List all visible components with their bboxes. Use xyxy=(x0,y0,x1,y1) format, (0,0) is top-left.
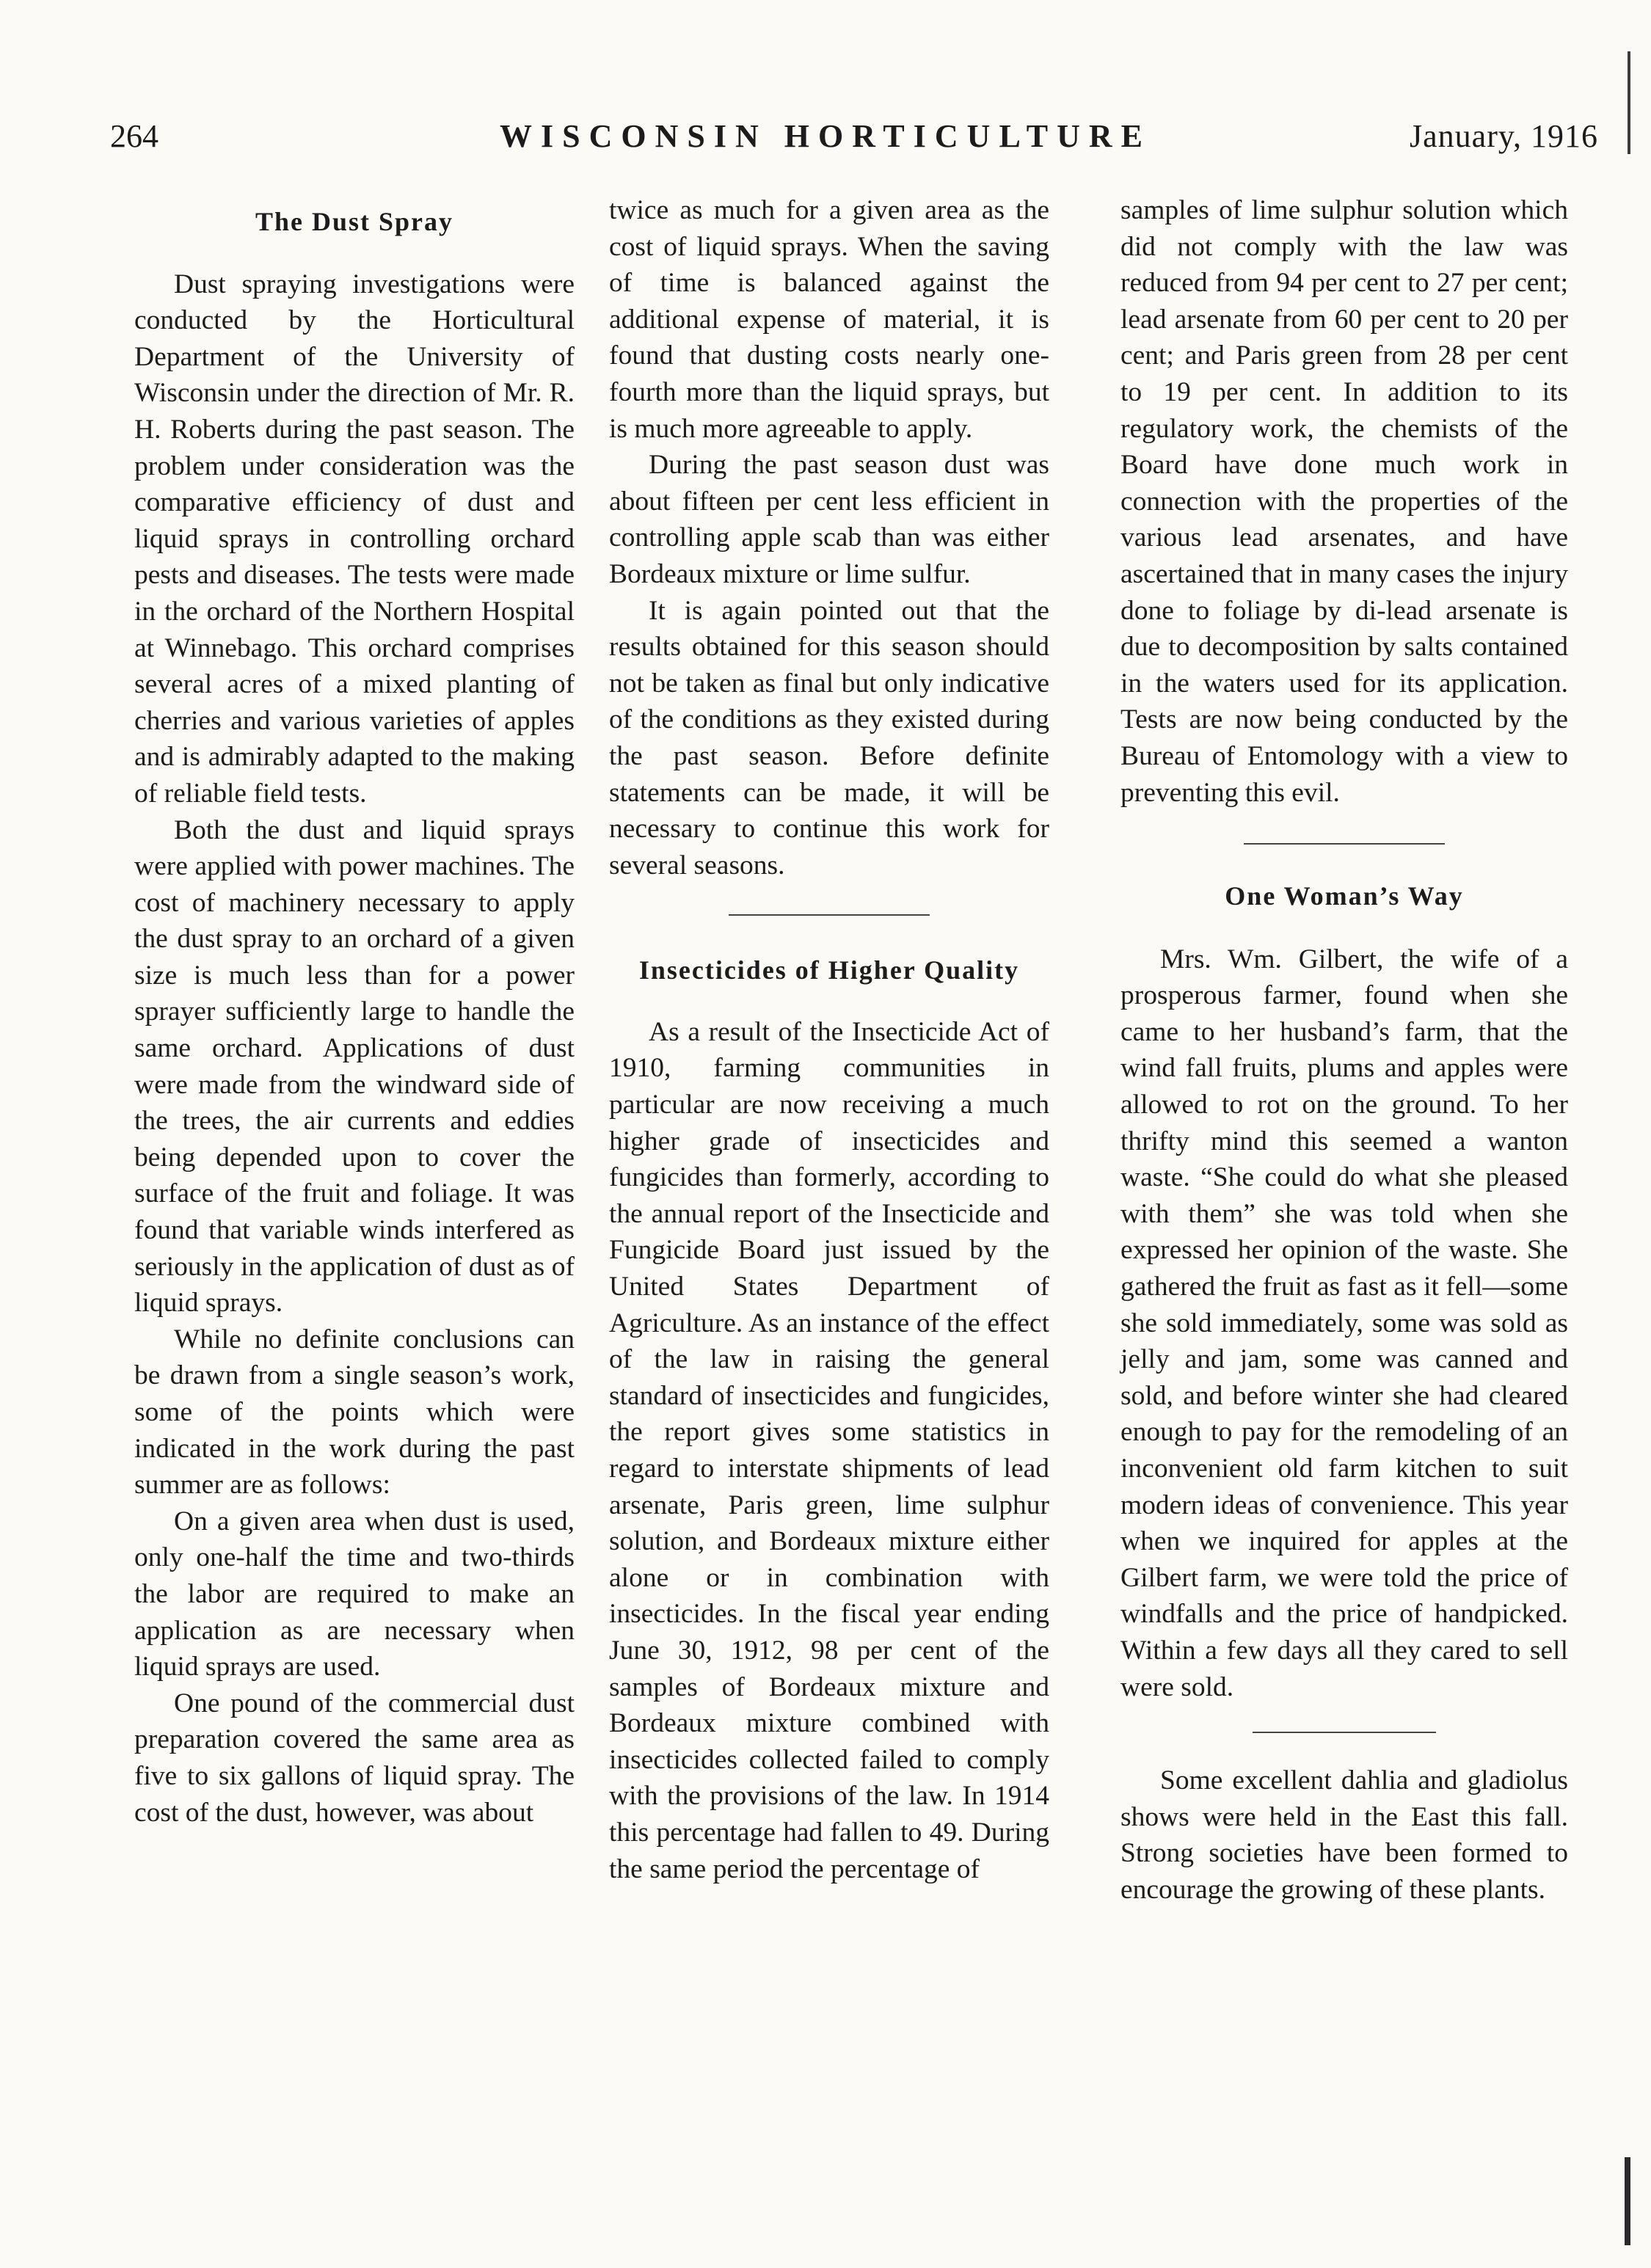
paragraph-continued: twice as much for a given area as the cost of liquid sprays. When the saving of time is balanced against the additional expense of material, it is found that dusting costs nearly one-fourth more than the liquid sprays, but is much more agreeable to apply. xyxy=(609,195,1049,444)
paragraph: One pound of the commercial dust preparation covered the same area as five to six gallons of liquid spray. The cost of the dust, however, was about xyxy=(134,1688,575,1828)
page-edge-rule-lower xyxy=(1625,2157,1630,2245)
section-divider xyxy=(729,914,930,916)
paragraph: On a given area when dust is used, only one-half the time and two-thirds the labor are required to make an application as are necessary when liquid sprays are used. xyxy=(134,1506,575,1682)
paragraph: Both the dust and liquid sprays were applied with power machines. The cost of machinery necessary to apply the dust spray to an orchard of a given size is much less than for a power sprayer sufficiently large to handle the same orchard. Applications of dust were made from the windward side of the trees, the air currents and eddies being depended upon to cover the surface of the fruit and foliage. It was found that variable winds interfered as seriously in the application of dust as of liquid sprays. xyxy=(134,814,575,1319)
column-left xyxy=(134,192,575,1831)
page-number: 264 xyxy=(110,118,158,154)
paragraph: As a result of the Insecticide Act of 1910, farming communities in particular are now receiving a much higher grade of insecticides and fungicides than formerly, according to the annual report of the Insecticide and Fungicide Board just issued by the United States Department of Agriculture. As an instance of the effect of the law in raising the general standard of insecticides and fungicides, the report gives some statistics in regard to interstate shipments of lead arsenate, Paris green, lime sulphur solution, and Bordeaux mixture either alone or in combination with insecticides. In the fiscal year ending June 30, 1912, 98 per cent of the samples of Bordeaux mixture and Bordeaux mixture combined with insecticides collected failed to comply with the provisions of the law. In 1914 this percentage had fallen to 49. During the same period the percentage of xyxy=(609,1016,1049,1884)
section-divider xyxy=(1253,1732,1436,1733)
journal-title: WISCONSIN HORTICULTURE xyxy=(500,118,1151,154)
column-middle xyxy=(609,192,1049,1887)
article-title-one-womans-way: One Woman’s Way xyxy=(1225,881,1464,911)
article-title-dust-spray: The Dust Spray xyxy=(255,207,454,236)
paragraph: It is again pointed out that the results obtained for this season should not be taken as final but only indicative of the conditions as they existed during the past season. Before definite statements can be made, it will be necessary to continue this work for several seasons. xyxy=(609,595,1049,880)
paragraph: While no definite conclusions can be drawn from a single season’s work, some of the points which were indicated in the work during the past summer are as follows: xyxy=(134,1324,575,1501)
paragraph: Mrs. Wm. Gilbert, the wife of a prosperous farmer, found when she came to her husband’s farm, that the wind fall fruits, plums and apples were allowed to rot on the ground. To her thrifty mind this seemed a wanton waste. “She could do what she pleased with them” she was told when she expressed her opinion of the waste. She gathered the fruit as fast as it fell—some she sold immediately, some was sold as jelly and jam, some was canned and sold, and before winter she had cleared enough to pay for the remodeling of an inconvenient old farm kitchen to suit modern ideas of convenience. This year when we inquired for apples at the Gilbert farm, we were told the price of windfalls and the price of handpicked. Within a few days all they cared to sell were sold. xyxy=(1120,944,1568,1702)
paragraph: Some excellent dahlia and gladiolus shows were held in the East this fall. Strong societies have been formed to encourage the growing of these plants. xyxy=(1120,1765,1568,1905)
running-header xyxy=(0,117,1651,161)
issue-date: January, 1916 xyxy=(1410,118,1598,154)
paragraph-continued: samples of lime sulphur solution which did not comply with the law was reduced from 94 per cent to 27 per cent; lead arsenate from 60 per cent to 20 per cent; and Paris green from 28 per cent to 19 per cent. In addition to its regulatory work, the chemists of the Board have done much work in connection with the properties of the various lead arsenates, and have ascertained that in many cases the injury done to foliage by di-lead arsenate is due to decomposition by salts contained in the waters used for its application. Tests are now being conducted by the Bureau of Entomology with a view to preventing this evil. xyxy=(1120,195,1568,808)
paragraph: During the past season dust was about fifteen per cent less efficient in controlling apple scab than was either Bordeaux mixture or lime sulfur. xyxy=(609,450,1049,589)
article-title-insecticides: Insecticides of Higher Quality xyxy=(638,955,1020,985)
page-edge-rule xyxy=(1628,51,1630,154)
paragraph: Dust spraying investigations were conducted by the Horticultural Department of the University of Wisconsin under the direction of Mr. R. H. Roberts during the past season. The problem under consideration was the comparative efficiency of dust and liquid sprays in controlling orchard pests and diseases. The tests were made in the orchard of the Northern Hospital at Winnebago. This orchard comprises several acres of a mixed planting of cherries and various varieties of apples and is admirably adapted to the making of reliable field tests. xyxy=(134,269,575,809)
section-divider xyxy=(1244,843,1445,845)
column-right xyxy=(1120,192,1568,1908)
